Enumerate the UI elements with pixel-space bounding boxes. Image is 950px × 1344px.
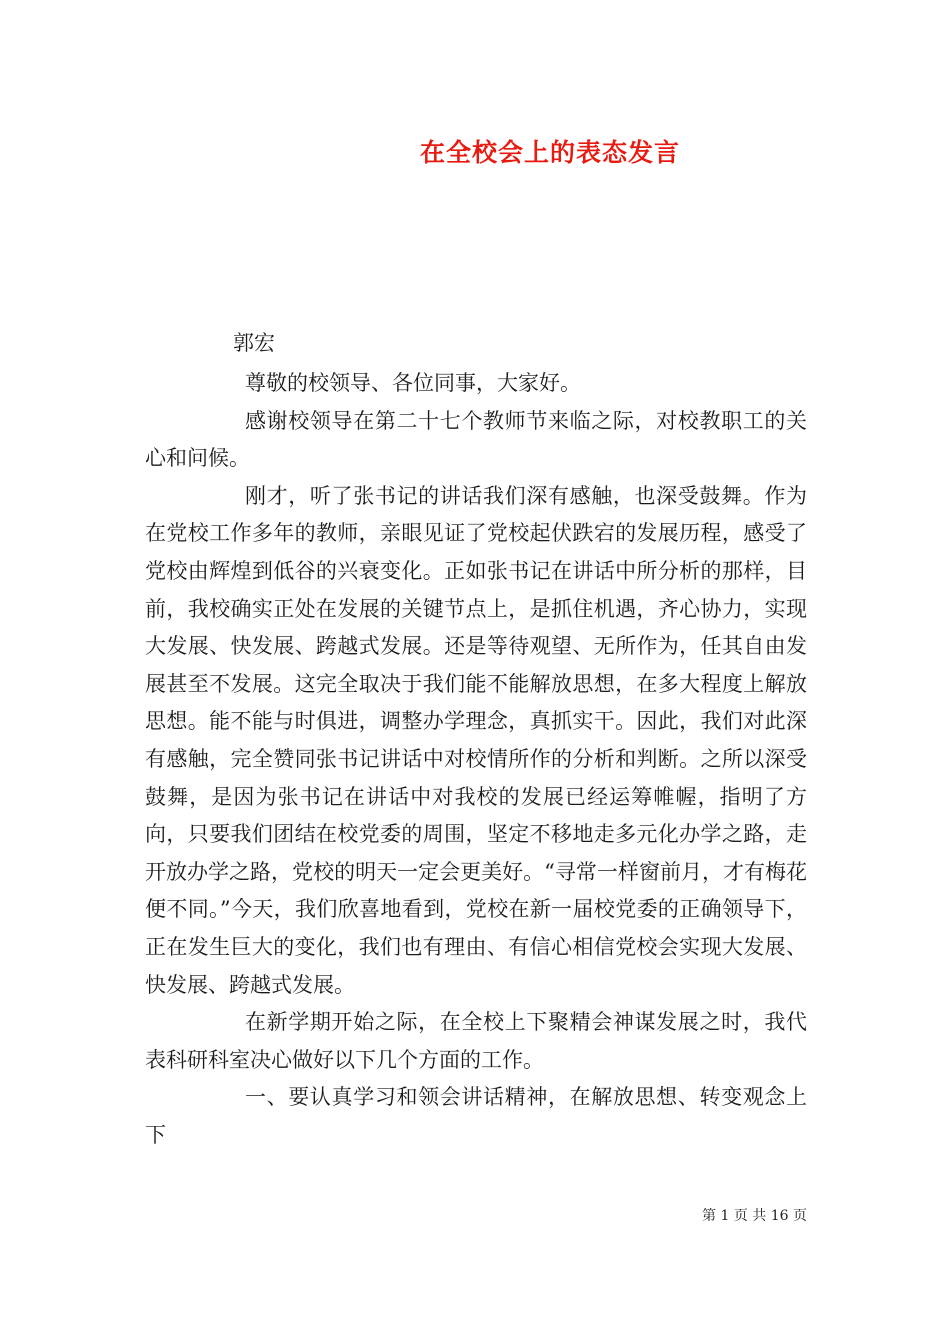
page-number-footer: 第 1 页 共 16 页 [702,1208,807,1224]
document-title: 在全校会上的表态发言 [419,138,680,167]
document-body [145,365,807,1154]
author-name: 郭宏 [233,331,275,355]
paragraph-intent: 在新学期开始之际，在全校上下聚精会神谋发展之时，我代表科研科室决心做好以下几个方面的工作。 [145,1010,807,1072]
paragraph-thanks: 感谢校领导在第二十七个教师节来临之际，对校教职工的关心和问候。 [145,408,807,471]
paragraph-main: 刚才，听了张书记的讲话我们深有感触，也深受鼓舞。作为在党校工作多年的教师，亲眼见证了党校起伏跌宕的发展历程，感受了党校由辉煌到低谷的兴衰变化。正如张书记在讲话中所分析的那样，目前，我校确实正处在发展的关键节点上，是抓住机遇，齐心协力，实现大发展、快发展、跨越式发展。还是等待观望、无所作为，任其自由发展甚至不发展。这完全取决于我们能不能解放思想，在多大程度上解放思想。能不能与时俱进，调整办学理念，真抓实干。因此，我们对此深有感触，完全赞同张书记讲话中对校情所作的分析和判断。之所以深受鼓舞，是因为张书记在讲话中对我校的发展已经运筹帷幄，指明了方向，只要我们团结在校党委的周围，坚定不移地走多元化办学之路，走开放办学之路，党校的明天一定会更美好。“寻常一样窗前月，才有梅花便不同。”今天，我们欣喜地看到，党校在新一届校党委的正确领导下，正在发生巨大的变化，我们也有理由、有信心相信党校会实现大发展、快发展、跨越式发展。 [145,483,807,997]
paragraph-point-one: 一、要认真学习和领会讲话精神，在解放思想、转变观念上下 [145,1085,807,1147]
paragraph-greeting: 尊敬的校领导、各位同事，大家好。 [245,371,581,395]
